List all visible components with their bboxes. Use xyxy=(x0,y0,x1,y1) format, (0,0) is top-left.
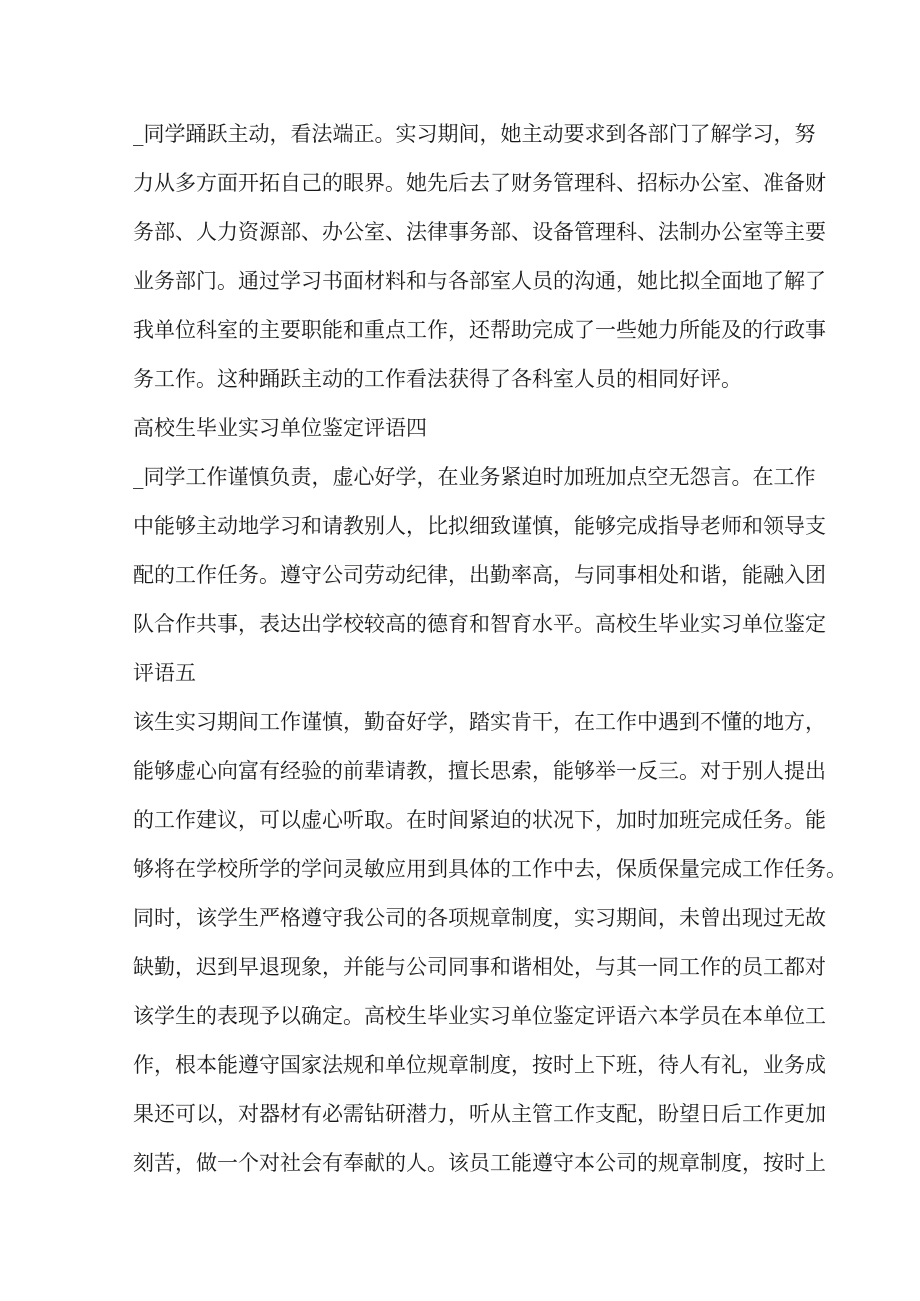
section-heading: 高校生毕业实习单位鉴定评语四 xyxy=(133,416,427,440)
text-line: 务工作。这种踊跃主动的工作看法获得了各科室人员的相同好评。 xyxy=(133,367,742,391)
text-line: _同学工作谨慎负责，虚心好学，在业务紧迫时加班加点空无怨言。在工作 xyxy=(133,465,816,489)
text-line: 刻苦，做一个对社会有奉献的人。该员工能遵守本公司的规章制度，按时上 xyxy=(133,1151,826,1175)
text-line: 我单位科室的主要职能和重点工作，还帮助完成了一些她力所能及的行政事 xyxy=(133,318,826,342)
text-line: 队合作共事，表达出学校较高的德育和智育水平。高校生毕业实习单位鉴定 xyxy=(133,612,826,636)
text-line: 作，根本能遵守国家法规和单位规章制度，按时上下班，待人有礼，业务成 xyxy=(133,1053,826,1077)
text-line: 果还可以，对器材有必需钻研潜力，听从主管工作支配，盼望日后工作更加 xyxy=(133,1102,826,1126)
text-line: 同时，该学生严格遵守我公司的各项规章制度，实习期间，未曾出现过无故 xyxy=(133,906,826,930)
text-line: 能够虚心向富有经验的前辈请教，擅长思索，能够举一反三。对于别人提出 xyxy=(133,759,826,783)
text-line: _同学踊跃主动，看法端正。实习期间，她主动要求到各部门了解学习，努 xyxy=(133,122,816,146)
text-line: 中能够主动地学习和请教别人，比拟细致谨慎，能够完成指导老师和领导支 xyxy=(133,514,826,538)
text-line: 该生实习期间工作谨慎，勤奋好学，踏实肯干，在工作中遇到不懂的地方， xyxy=(133,710,826,734)
text-line: 该学生的表现予以确定。高校生毕业实习单位鉴定评语六本学员在本单位工 xyxy=(133,1004,826,1028)
body-text xyxy=(133,110,847,1188)
text-line: 评语五 xyxy=(133,661,196,685)
text-line: 缺勤，迟到早退现象，并能与公司同事和谐相处，与其一同工作的员工都对 xyxy=(133,955,826,979)
text-line: 的工作建议，可以虚心听取。在时间紧迫的状况下，加时加班完成任务。能 xyxy=(133,808,826,832)
text-line: 业务部门。通过学习书面材料和与各部室人员的沟通，她比拟全面地了解了 xyxy=(133,269,826,293)
text-line: 够将在学校所学的学问灵敏应用到具体的工作中去，保质保量完成工作任务。 xyxy=(133,857,847,881)
text-line: 配的工作任务。遵守公司劳动纪律，出勤率高，与同事相处和谐，能融入团 xyxy=(133,563,826,587)
text-line: 务部、人力资源部、办公室、法律事务部、设备管理科、法制办公室等主要 xyxy=(133,220,826,244)
text-line: 力从多方面开拓自己的眼界。她先后去了财务管理科、招标办公室、准备财 xyxy=(133,171,826,195)
